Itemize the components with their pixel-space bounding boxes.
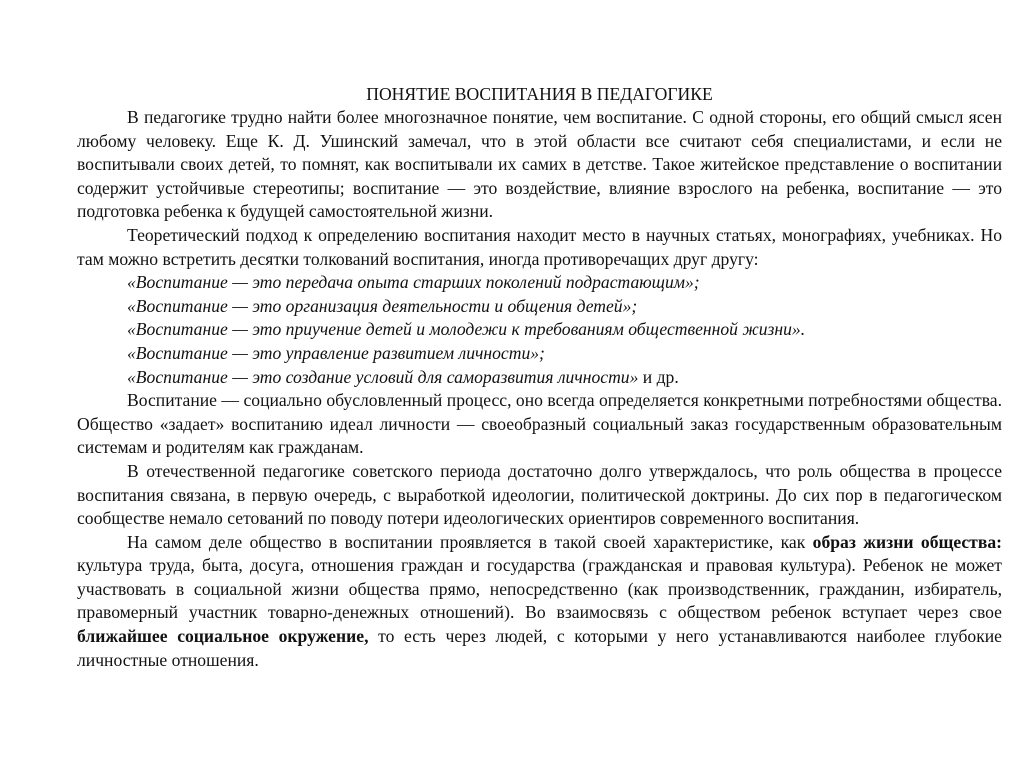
paragraph-intro: В педагогике трудно найти более многозначное понятие, чем воспитание. С одной стороны, его общий смысл ясен любому человеку. Еще К. Д. Ушинский замечал, что в этой области все считают себя специалистами, и если не воспитывали своих детей, то помнят, как воспитывали их самих в детстве. Такое житейское представление о воспитании содержит устойчивые стереотипы; воспитание — это воздействие, влияние взрослого на ребенка, воспитание — это подготовка ребенка к будущей самостоятельной жизни. (77, 107, 1002, 222)
paragraph-social-process: Воспитание — социально обусловленный процесс, оно всегда определяется конкретными потребностями общества. Общество «задает» воспитанию идеал личности — своеобразный социальный заказ государственным образовательным системам и родителям как гражданам. (77, 390, 1002, 458)
document-page (77, 82, 1002, 672)
definition-item (77, 295, 1002, 319)
definition-text: «Воспитание — это создание условий для саморазвития личности» (127, 366, 639, 387)
paragraph-theoretical-approach: Теоретический подход к определению воспитания находит место в научных статьях, монографиях, учебниках. Но там можно встретить десятки толкований воспитания, иногда противоречащих друг другу: (77, 224, 1002, 269)
paragraph-text: то есть через людей, с которыми у него устанавливаются наиболее глубокие личностные отношения. (77, 626, 1002, 670)
definition-text: «Воспитание — это приучение детей и молодежи к требованиям общественной жизни». (127, 319, 806, 340)
emphasis-way-of-life: образ жизни общества: (812, 531, 1002, 552)
definition-text: «Воспитание — это передача опыта старших поколений подрастающим»; (127, 272, 700, 293)
definition-suffix: и др. (638, 366, 679, 387)
paragraph-text: культура труда, быта, досуга, отношения граждан и государства (гражданская и правовая культура). Ребенок не может участвовать в социальной жизни общества прямо, непосредственно (как производственник, гражданин, избиратель, правомерный участник товарно-денежных отношений). Во взаимосвязь с обществом ребенок вступает через свое (77, 555, 1002, 623)
emphasis-social-environment: ближайшее социальное окружение, (77, 626, 369, 647)
paragraph-way-of-life (77, 531, 1002, 673)
definition-text: «Воспитание — это организация деятельности и общения детей»; (127, 295, 638, 316)
definition-item (77, 342, 1002, 366)
definition-item (77, 366, 1002, 390)
page-title: ПОНЯТИЕ ВОСПИТАНИЯ В ПЕДАГОГИКЕ (366, 84, 713, 104)
paragraph-text: На самом деле общество в воспитании проявляется в такой своей характеристике, как (127, 531, 813, 552)
definition-text: «Воспитание — это управление развитием личности»; (127, 342, 545, 363)
paragraph-soviet-period: В отечественной педагогике советского периода достаточно долго утверждалось, что роль общества в процессе воспитания связана, в первую очередь, с выработкой идеологии, политической доктрины. До сих пор в педагогическом сообществе немало сетований по поводу потери идеологических ориентиров современного воспитания. (77, 460, 1002, 529)
definition-item (77, 318, 1002, 342)
definition-item (77, 271, 1002, 295)
